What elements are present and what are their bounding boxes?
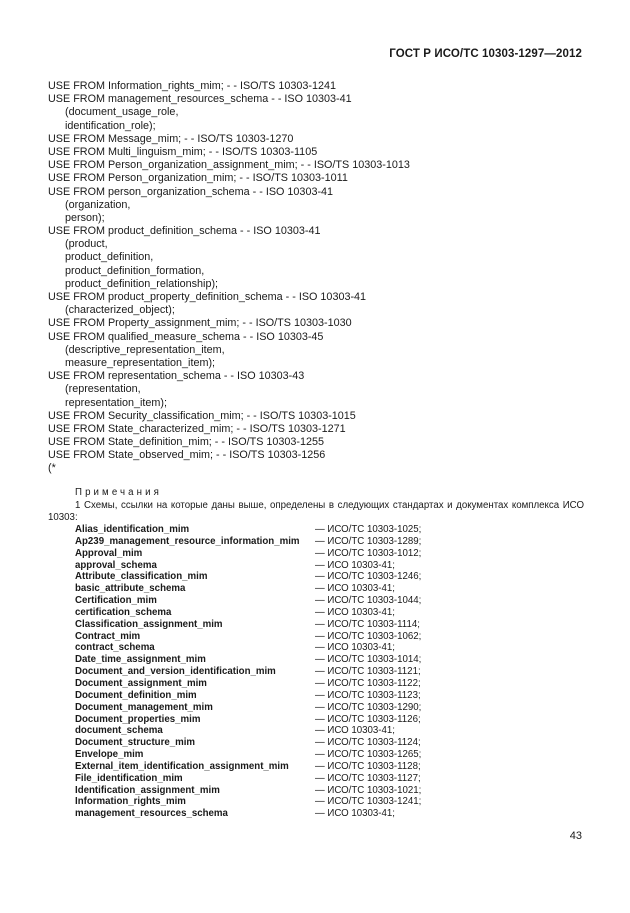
notes-section	[48, 487, 584, 820]
mapping-row	[48, 678, 584, 690]
code-line: product_definition_relationship);	[65, 277, 219, 290]
standard-reference: — ИСО/ТС 10303-1246;	[315, 571, 422, 583]
code-line: (characterized_object);	[65, 304, 175, 317]
notes-paragraph: 1 Схемы, ссылки на которые даны выше, определены в следующих стандартах и документах комплекса ИСО 10303:	[48, 500, 584, 523]
schema-name: document_schema	[75, 725, 163, 737]
schema-name: Information_rights_mim	[75, 796, 186, 808]
schema-name: External_item_identification_assignment_mim	[75, 760, 289, 772]
mapping-row	[48, 737, 584, 749]
schema-name: Document_assignment_mim	[75, 677, 207, 689]
schema-name: Document_definition_mim	[75, 689, 197, 701]
mapping-row	[48, 690, 584, 702]
code-line: USE FROM qualified_measure_schema - - ISO 10303-45	[48, 330, 324, 343]
mapping-row	[48, 548, 584, 560]
mapping-row	[48, 785, 584, 797]
code-line: (organization,	[65, 198, 131, 211]
code-line: product_definition,	[65, 251, 154, 264]
mapping-row	[48, 714, 584, 726]
notes-title: Примечания	[75, 487, 162, 498]
standard-reference: — ИСО/ТС 10303-1114;	[315, 618, 420, 630]
schema-name: File_identification_mim	[75, 772, 183, 784]
mapping-row	[48, 725, 584, 737]
mapping-row	[48, 571, 584, 583]
code-line: product_definition_formation,	[65, 264, 205, 277]
standard-reference: — ИСО/ТС 10303-1021;	[315, 784, 422, 796]
code-line: (product,	[65, 238, 108, 251]
schema-name: Certification_mim	[75, 595, 157, 607]
code-line: USE FROM Security_classification_mim; - - ISO/TS 10303-1015	[48, 409, 356, 422]
code-line: measure_representation_item);	[65, 356, 216, 369]
mapping-row	[48, 654, 584, 666]
code-line: USE FROM State_observed_mim; - - ISO/TS 10303-1256	[48, 449, 326, 462]
code-line: USE FROM management_resources_schema - - ISO 10303-41	[48, 93, 352, 106]
schema-name: Approval_mim	[75, 547, 143, 559]
schema-name: Document_management_mim	[75, 701, 213, 713]
mapping-row	[48, 761, 584, 773]
code-line: USE FROM person_organization_schema - - ISO 10303-41	[48, 185, 334, 198]
schema-name: Envelope_mim	[75, 749, 144, 761]
code-line: USE FROM State_definition_mim; - - ISO/TS 10303-1255	[48, 436, 325, 449]
standard-reference: — ИСО/ТС 10303-1062;	[315, 630, 422, 642]
schema-name: Alias_identification_mim	[75, 524, 190, 535]
code-line: USE FROM Person_organization_assignment_mim; - - ISO/TS 10303-1013	[48, 159, 410, 172]
code-line: USE FROM product_definition_schema - - ISO 10303-41	[48, 225, 321, 238]
schema-name: approval_schema	[75, 559, 157, 571]
code-line: USE FROM State_characterized_mim; - - ISO/TS 10303-1271	[48, 422, 346, 435]
page-header: ГОСТ Р ИСО/ТС 10303-1297—2012	[389, 48, 582, 60]
standard-reference: — ИСО/ТС 10303-1128;	[315, 760, 421, 772]
mapping-row	[48, 595, 584, 607]
standard-reference: — ИСО/ТС 10303-1290;	[315, 701, 422, 713]
code-line: representation_item);	[65, 396, 168, 409]
standard-reference: — ИСО/ТС 10303-1014;	[315, 654, 422, 666]
code-line: USE FROM product_property_definition_schema - - ISO 10303-41	[48, 291, 367, 303]
code-line: person);	[65, 211, 105, 224]
code-line: (descriptive_representation_item,	[65, 343, 225, 356]
mapping-row	[48, 808, 584, 820]
standard-reference: — ИСО/ТС 10303-1265;	[315, 749, 422, 761]
schema-name: Document_structure_mim	[75, 737, 196, 749]
mapping-row	[48, 642, 584, 654]
standard-reference: — ИСО/ТС 10303-1241;	[315, 796, 422, 808]
mapping-row	[48, 749, 584, 761]
standard-reference: — ИСО 10303-41;	[315, 725, 395, 737]
code-line: USE FROM Person_organization_mim; - - ISO/TS 10303-1011	[48, 172, 348, 185]
schema-name: contract_schema	[75, 642, 155, 654]
express-code-block	[48, 80, 410, 476]
mapping-row	[48, 619, 584, 631]
schema-name: Document_and_version_identification_mim	[75, 666, 276, 678]
standard-reference: — ИСО 10303-41;	[315, 583, 395, 595]
code-line: (*	[48, 462, 56, 475]
code-line: USE FROM representation_schema - - ISO 10303-43	[48, 370, 305, 383]
standard-reference: — ИСО/ТС 10303-1122;	[315, 677, 421, 689]
code-line: identification_role);	[65, 119, 156, 132]
standard-reference: — ИСО/ТС 10303-1012;	[315, 547, 422, 559]
mapping-row	[48, 560, 584, 572]
mapping-row	[48, 536, 584, 548]
mapping-row	[48, 583, 584, 595]
code-line: USE FROM Message_mim; - - ISO/TS 10303-1270	[48, 132, 294, 145]
standard-reference: — ИСО/ТС 10303-1025;	[315, 524, 422, 535]
schema-mapping-list	[48, 524, 584, 820]
code-line: (document_usage_role,	[65, 106, 179, 119]
mapping-row	[48, 607, 584, 619]
standard-reference: — ИСО/ТС 10303-1121;	[315, 666, 421, 678]
schema-name: Identification_assignment_mim	[75, 784, 220, 796]
standard-reference: — ИСО/ТС 10303-1126;	[315, 713, 421, 725]
standard-reference: — ИСО 10303-41;	[315, 559, 395, 571]
mapping-row	[48, 773, 584, 785]
schema-name: certification_schema	[75, 606, 172, 618]
code-line: USE FROM Information_rights_mim; - - ISO/TS 10303-1241	[48, 80, 337, 92]
standard-reference: — ИСО/ТС 10303-1124;	[315, 737, 421, 749]
schema-name: Ap239_management_resource_information_mim	[75, 535, 300, 547]
standard-reference: — ИСО/ТС 10303-1289;	[315, 535, 422, 547]
schema-name: Attribute_classification_mim	[75, 571, 208, 583]
standard-reference: — ИСО 10303-41;	[315, 642, 395, 654]
schema-name: basic_attribute_schema	[75, 583, 186, 595]
code-line: USE FROM Property_assignment_mim; - - ISO/TS 10303-1030	[48, 317, 352, 330]
schema-name: Contract_mim	[75, 630, 141, 642]
mapping-row	[48, 524, 584, 536]
standard-reference: — ИСО/ТС 10303-1123;	[315, 689, 421, 701]
standard-reference: — ИСО 10303-41;	[315, 808, 395, 820]
standard-reference: — ИСО 10303-41;	[315, 606, 395, 618]
code-line: USE FROM Multi_linguism_mim; - - ISO/TS 10303-1105	[48, 145, 318, 158]
standard-reference: — ИСО/ТС 10303-1044;	[315, 595, 422, 607]
code-line: (representation,	[65, 383, 141, 396]
mapping-row	[48, 796, 584, 808]
mapping-row	[48, 631, 584, 643]
schema-name: Date_time_assignment_mim	[75, 654, 206, 666]
mapping-row	[48, 702, 584, 714]
mapping-row	[48, 666, 584, 678]
standard-reference: — ИСО/ТС 10303-1127;	[315, 772, 421, 784]
page-number: 43	[569, 830, 582, 842]
schema-name: Document_properties_mim	[75, 713, 201, 725]
schema-name: management_resources_schema	[75, 808, 228, 820]
schema-name: Classification_assignment_mim	[75, 618, 223, 630]
